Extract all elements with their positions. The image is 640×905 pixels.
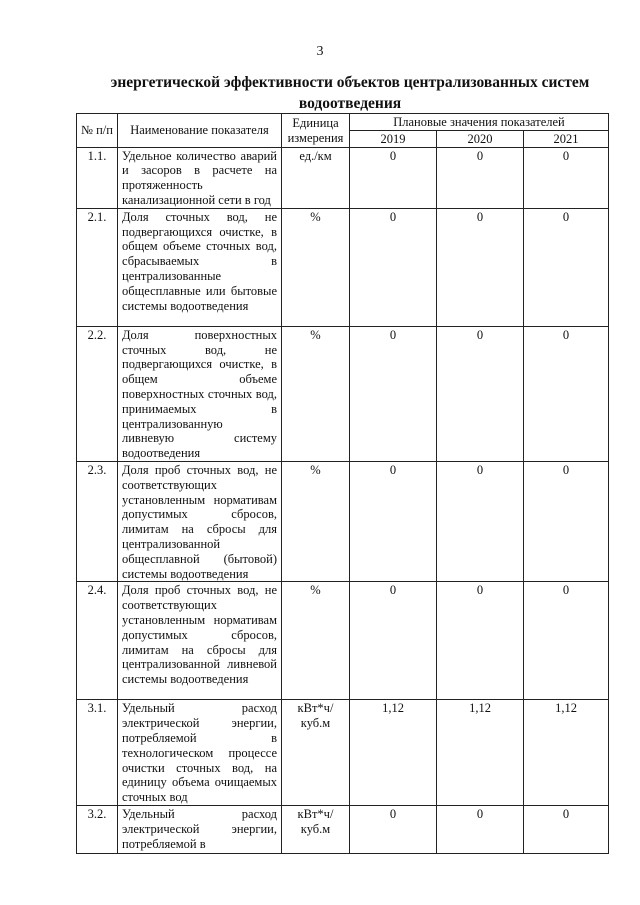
row-number: 2.3. [77,461,118,581]
value-cell: 0 [350,461,437,581]
header-year: 2021 [524,130,609,147]
unit-cell: % [282,326,350,461]
indicator-name: Доля поверхностных сточных вод, не подвергающихся очистке, в общем объеме поверхностных сточных вод, принимаемых в централизованную ливневую систему водоотведения [118,326,282,461]
table-row [77,208,609,326]
header-year: 2020 [437,130,524,147]
value-cell: 1,12 [524,700,609,806]
value-cell: 0 [437,805,524,853]
row-number: 1.1. [77,147,118,208]
row-number: 2.4. [77,582,118,700]
unit-cell: % [282,461,350,581]
indicator-name: Доля сточных вод, не подвергающихся очистке, в общем объеме сточных вод, сбрасываемых в централизованные общесплавные или бытовые системы водоотведения [118,208,282,326]
row-number: 2.2. [77,326,118,461]
value-cell: 0 [437,147,524,208]
table-row [77,147,609,208]
indicators-table [76,113,609,854]
indicator-name: Удельное количество аварий и засоров в расчете на протяженность канализационной сети в год [118,147,282,208]
value-cell: 0 [524,147,609,208]
row-number: 3.2. [77,805,118,853]
value-cell: 0 [350,326,437,461]
unit-cell: ед./км [282,147,350,208]
table-row [77,326,609,461]
table-row [77,700,609,806]
value-cell: 0 [524,805,609,853]
unit-cell: кВт*ч/ куб.м [282,805,350,853]
row-number: 2.1. [77,208,118,326]
header-unit: Единица измерения [282,114,350,148]
value-cell: 0 [350,582,437,700]
table-row [77,805,609,853]
indicator-name: Доля проб сточных вод, не соответствующих установленным нормативам допустимых сбросов, лимитам на сбросы для централизованной общесплавной (бытовой) системы водоотведения [118,461,282,581]
value-cell: 1,12 [437,700,524,806]
table-row [77,461,609,581]
document-heading: энергетической эффективности объектов централизованных систем водоотведения [110,74,590,112]
header-year: 2019 [350,130,437,147]
header-plan: Плановые значения показателей [350,114,609,131]
value-cell: 0 [524,208,609,326]
indicator-name: Доля проб сточных вод, не соответствующих установленным нормативам допустимых сбросов, лимитам на сбросы для централизованной ливневой системы водоотведения [118,582,282,700]
value-cell: 0 [524,461,609,581]
indicator-name: Удельный расход электрической энергии, потребляемой в технологическом процессе очистки сточных вод, на единицу объема очищаемых сточных вод [118,700,282,806]
value-cell: 0 [437,326,524,461]
page-number: 3 [316,44,324,59]
unit-cell: кВт*ч/ куб.м [282,700,350,806]
value-cell: 0 [437,461,524,581]
value-cell: 1,12 [350,700,437,806]
value-cell: 0 [350,805,437,853]
value-cell: 0 [524,326,609,461]
value-cell: 0 [350,208,437,326]
value-cell: 0 [524,582,609,700]
unit-cell: % [282,582,350,700]
header-name: Наименование показателя [118,114,282,148]
value-cell: 0 [437,208,524,326]
row-number: 3.1. [77,700,118,806]
value-cell: 0 [437,582,524,700]
unit-cell: % [282,208,350,326]
header-num: № п/п [77,114,118,148]
table-row [77,582,609,700]
indicator-name: Удельный расход электрической энергии, потребляемой в [118,805,282,853]
value-cell: 0 [350,147,437,208]
